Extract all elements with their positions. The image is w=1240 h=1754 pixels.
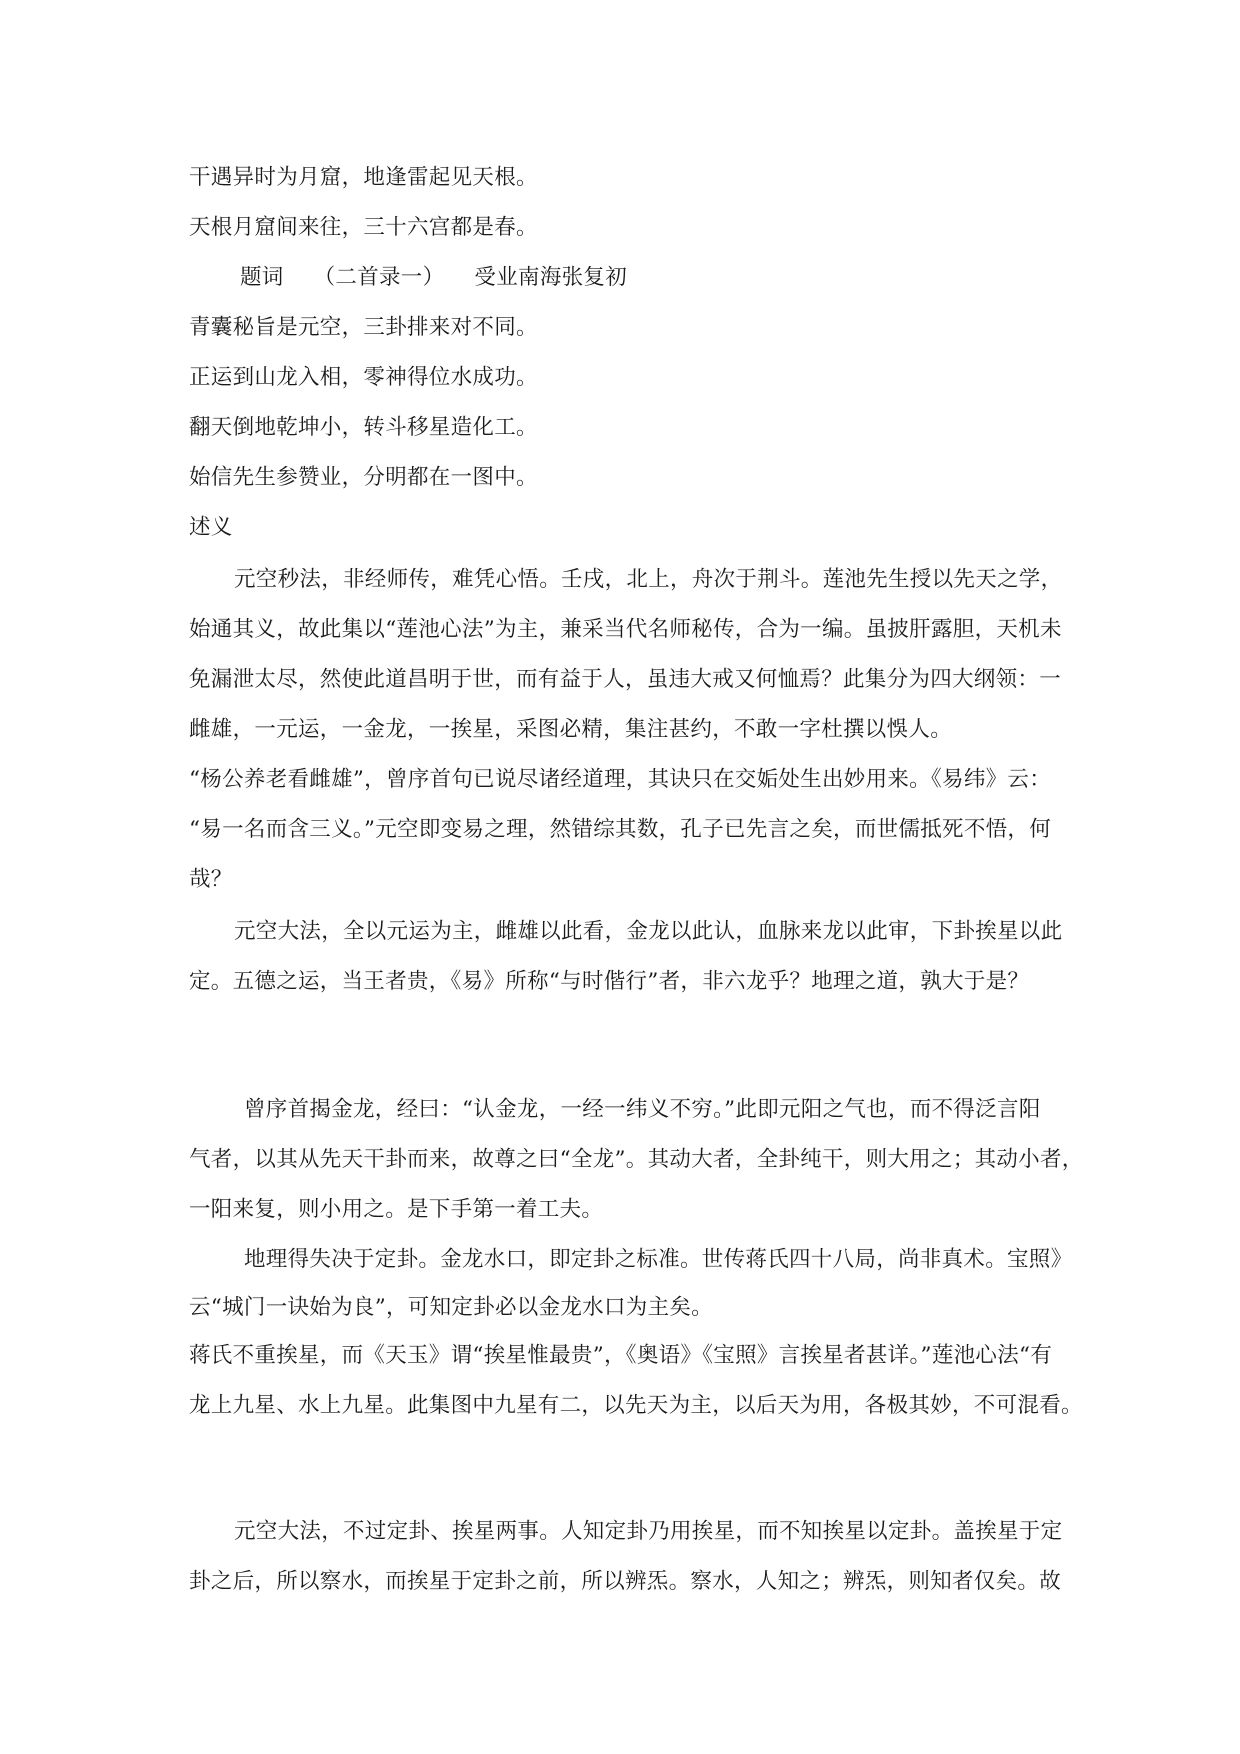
paragraph-line: 哉？ (189, 867, 233, 892)
paragraph-line: 地理得失决于定卦。金龙水口，即定卦之标准。世传蒋氏四十八局，尚非真术。宝照》 (244, 1247, 1073, 1272)
paragraph-line: “易一名而含三义。”元空即变易之理，然错综其数，孔子已先言之矣，而世儒抵死不悟，何 (189, 817, 1052, 842)
paragraph-line: 元空大法，全以元运为主，雌雄以此看，金龙以此认，血脉来龙以此审，下卦挨星以此 (234, 919, 1063, 944)
paragraph-line: 元空大法，不过定卦、挨星两事。人知定卦乃用挨星，而不知挨星以定卦。盖挨星于定 (234, 1519, 1063, 1544)
dedication-heading (240, 263, 627, 293)
section-title: 述义 (189, 515, 233, 540)
paragraph-line: 气者，以其从先天干卦而来，故尊之曰“全龙”。其动大者，全卦纯干，则大用之；其动小者， (189, 1147, 1084, 1172)
paragraph-line: 雌雄，一元运，一金龙，一挨星，采图必精，集注甚约，不敢一字杜撰以悞人。 (189, 717, 953, 742)
heading-author: 受业南海张复初 (474, 265, 628, 290)
paragraph-line: 一阳来复，则小用之。是下手第一着工夫。 (189, 1197, 604, 1222)
paragraph-line: 卦之后，所以察水，而挨星于定卦之前，所以辨炁。察水，人知之；辨炁，则知者仅矣。故 (189, 1569, 1062, 1594)
poem-line: 正运到山龙入相，零神得位水成功。 (189, 365, 538, 390)
paragraph-line: “杨公养老看雌雄”，曾序首句已说尽诸经道理，其诀只在交姤处生出妙用来。《易纬》云： (189, 767, 1052, 792)
heading-note: （二首录一） (313, 265, 445, 290)
poem-line: 始信先生参赞业，分明都在一图中。 (189, 465, 538, 490)
paragraph-line: 元空秒法，非经师传，难凭心悟。壬戌，北上，舟次于荆斗。莲池先生授以先天之学， (234, 567, 1063, 592)
poem-line: 翻天倒地乾坤小，转斗移星造化工。 (189, 415, 538, 440)
poem-line: 青囊秘旨是元空，三卦排来对不同。 (189, 315, 538, 340)
paragraph-line: 蒋氏不重挨星，而《天玉》谓“挨星惟最贵”，《奥语》《宝照》言挨星者甚详。”莲池心法“有 (189, 1343, 1053, 1368)
paragraph-line: 云“城门一诀始为良”，可知定卦必以金龙水口为主矣。 (189, 1295, 713, 1320)
poem-line: 天根月窟间来往，三十六宫都是春。 (189, 215, 538, 240)
paragraph-line: 始通其义，故此集以“莲池心法”为主，兼采当代名师秘传，合为一编。虽披肝露胆，天机未 (189, 617, 1062, 642)
paragraph-line: 龙上九星、水上九星。此集图中九星有二，以先天为主，以后天为用，各极其妙，不可混看。 (189, 1393, 1083, 1418)
paragraph-line: 免漏泄太尽，然使此道昌明于世，而有益于人，虽违大戒又何恤焉？此集分为四大纲领：一 (189, 667, 1062, 692)
paragraph-line: 曾序首揭金龙，经曰：“认金龙，一经一纬义不穷。”此即元阳之气也，而不得泛言阳 (244, 1097, 1041, 1122)
paragraph-line: 定。五德之运，当王者贵，《易》所称“与时偕行”者，非六龙乎？地理之道，孰大于是？ (189, 969, 1030, 994)
heading-title: 题词 (240, 265, 284, 290)
poem-line: 干遇异时为月窟，地逢雷起见天根。 (189, 165, 538, 190)
